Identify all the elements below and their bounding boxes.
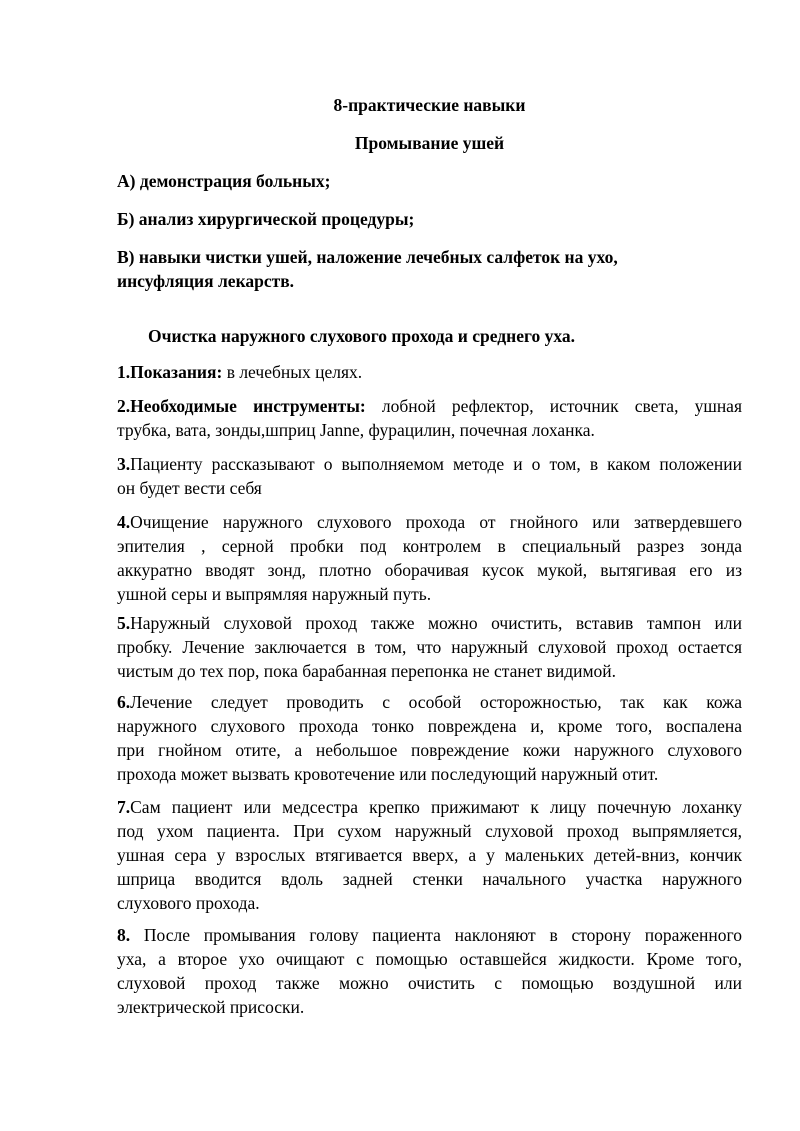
item-text: После промывания голову пациента наклоняют в сторону пораженного [130,925,742,945]
item-number: 8. [117,925,131,945]
list-item-1 [117,360,742,384]
item-text: при гнойном отите, а небольшое повреждение кожи наружного слухового [117,740,742,760]
item-number: 6. [117,692,131,712]
item-text: аккуратно вводят зонд, плотно оборачивая кусок мукой, вытягивая его из [117,560,742,580]
item-label: Показания: [130,362,223,382]
section-title: Очистка наружного слухового прохода и среднего уха. [148,326,575,346]
list-item-5 [117,611,742,683]
objective-a: А) демонстрация больных; [117,171,331,191]
item-text: наружного слухового прохода тонко повреждена и, кроме того, воспалена [117,716,742,736]
item-text: пробку. Лечение заключается в том, что наружный слуховой проход остается [117,637,742,657]
item-text: ушной серы и выпрямляя наружный путь. [117,584,432,604]
item-text: прохода может вызвать кровотечение или последующий наружный отит. [117,764,659,784]
item-text: уха, а второе ухо очищают с помощью оставшейся жидкости. Кроме того, [117,949,742,969]
item-label: Необходимые инструменты: [130,396,366,416]
item-text: в лечебных целях. [222,362,363,382]
objective-c-continuation: инсуфляция лекарств. [117,271,295,291]
item-text: электрической присоски. [117,997,305,1017]
item-text: слуховой проход также можно очистить с помощью воздушной или [117,973,742,993]
item-text: шприца вводится вдоль задней стенки начального участка наружного [117,869,742,889]
item-number: 2. [117,396,131,416]
item-text: чистым до тех пор, пока барабанная перепонка не станет видимой. [117,661,617,681]
item-number: 4. [117,512,131,532]
list-item-8 [117,923,742,1019]
document-title: 8-практические навыки [333,95,526,115]
objective-c: В) навыки чистки ушей, наложение лечебных салфеток на ухо, [117,247,618,267]
item-text: лобной рефлектор, источник света, ушная [365,396,743,416]
document-subtitle: Промывание ушей [354,133,505,153]
list-item-4 [117,510,742,606]
item-text: Лечение следует проводить с особой осторожностью, так как кожа [130,692,742,712]
item-text: Пациенту рассказывают о выполняемом методе и о том, в каком положении [130,454,742,474]
list-item-7 [117,795,742,915]
item-number: 5. [117,613,131,633]
item-text: трубка, вата, зонды,шприц Janne, фурацилин, почечная лоханка. [117,420,595,440]
item-text: Наружный слуховой проход также можно очистить, вставив тампон или [130,613,742,633]
item-text: Сам пациент или медсестра крепко прижимают к лицу почечную лоханку [130,797,742,817]
item-text: под ухом пациента. При сухом наружный слуховой проход выпрямляется, [117,821,742,841]
item-number: 3. [117,454,131,474]
item-text: ушная сера у взрослых втягивается вверх, а у маленьких детей-вниз, кончик [117,845,742,865]
objective-b: Б) анализ хирургической процедуры; [117,209,415,229]
item-text: эпителия , серной пробки под контролем в специальный разрез зонда [117,536,742,556]
list-item-2 [117,394,742,442]
item-text: слухового прохода. [117,893,260,913]
item-number: 7. [117,797,131,817]
list-item-6 [117,690,742,786]
item-number: 1. [117,362,131,382]
item-text: он будет вести себя [117,478,262,498]
list-item-3 [117,452,742,500]
item-text: Очищение наружного слухового прохода от гнойного или затвердевшего [130,512,742,532]
